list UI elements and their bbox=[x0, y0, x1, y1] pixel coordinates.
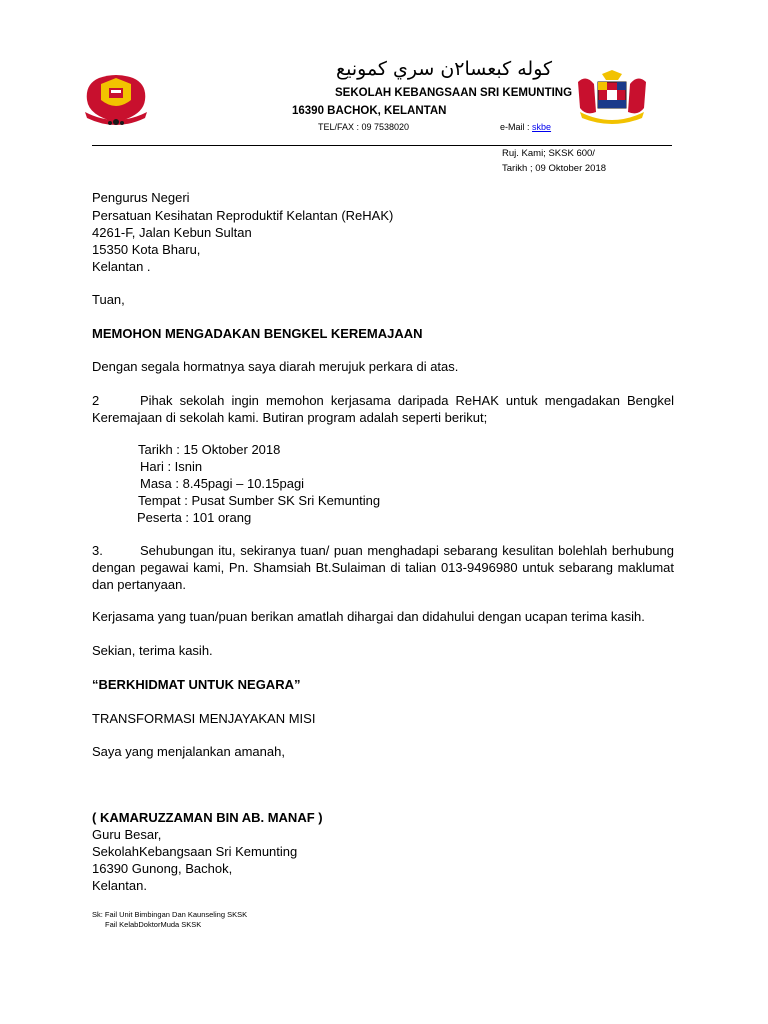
paragraph-3-text: Sehubungan itu, sekiranya tuan/ puan menghadapi sebarang kesulitan bolehlah berhubung dengan pegawai kami, Pn. Shamsiah Bt.Sulaiman di talian 013-9496980 untuk sebarang maklumat dan pertanyaan. bbox=[92, 543, 674, 592]
school-name: SEKOLAH KEBANGSAAN SRI KEMUNTING bbox=[335, 87, 573, 99]
signatory-address: 16390 Gunong, Bachok, bbox=[92, 861, 233, 876]
salutation: Tuan, bbox=[92, 292, 125, 307]
trust-statement: Saya yang menjalankan amanah, bbox=[92, 744, 285, 759]
opening-paragraph: Dengan segala hormatnya saya diarah merujuk perkara di atas. bbox=[92, 359, 459, 374]
cc-line-1: Sk: Fail Unit Bimbingan Dan Kaunseling SKSK bbox=[92, 910, 248, 919]
school-name-jawi: كوله كبعسا٢ن سري كمونيع bbox=[336, 58, 553, 80]
paragraph-3-number: 3. bbox=[92, 543, 103, 558]
paragraph-2-number: 2 bbox=[92, 393, 100, 408]
cc-line-2: Fail KelabDoktorMuda SKSK bbox=[105, 920, 202, 929]
email-label: e-Mail : bbox=[500, 122, 530, 132]
header-divider bbox=[92, 145, 672, 146]
recipient-line-3: 4261-F, Jalan Kebun Sultan bbox=[92, 225, 252, 240]
reference-number: Ruj. Kami; SKSK 600/ bbox=[502, 148, 595, 159]
school-email bbox=[500, 122, 551, 132]
signatory-state: Kelantan. bbox=[92, 878, 147, 893]
school-crest-icon bbox=[79, 70, 153, 132]
detail-tarikh: Tarikh : 15 Oktober 2018 bbox=[138, 442, 281, 457]
motto: “BERKHIDMAT UNTUK NEGARA” bbox=[92, 677, 301, 692]
signatory-title: Guru Besar, bbox=[92, 827, 162, 842]
signatory-name: ( KAMARUZZAMAN BIN AB. MANAF ) bbox=[92, 810, 323, 825]
signatory-school: SekolahKebangsaan Sri Kemunting bbox=[92, 844, 298, 859]
closing-line: Sekian, terima kasih. bbox=[92, 643, 213, 658]
malaysia-coat-of-arms-icon bbox=[572, 68, 652, 128]
recipient-line-5: Kelantan . bbox=[92, 259, 151, 274]
school-tel-fax: TEL/FAX : 09 7538020 bbox=[318, 122, 410, 132]
detail-tempat: Tempat : Pusat Sumber SK Sri Kemunting bbox=[138, 493, 381, 508]
recipient-line-2: Persatuan Kesihatan Reproduktif Kelantan (ReHAK) bbox=[92, 208, 394, 223]
vision-statement: TRANSFORMASI MENJAYAKAN MISI bbox=[92, 711, 316, 726]
paragraph-2 bbox=[92, 392, 674, 426]
detail-masa: Masa : 8.45pagi – 10.15pagi bbox=[140, 476, 305, 491]
paragraph-3 bbox=[92, 542, 674, 593]
email-link[interactable]: skbe bbox=[532, 122, 552, 132]
detail-hari: Hari : Isnin bbox=[140, 459, 203, 474]
thanks-paragraph: Kerjasama yang tuan/puan berikan amatlah dihargai dan didahului dengan ucapan terima kasih. bbox=[92, 609, 645, 624]
detail-peserta: Peserta : 101 orang bbox=[137, 510, 252, 525]
letter-date: Tarikh ; 09 Oktober 2018 bbox=[502, 163, 607, 174]
recipient-line-4: 15350 Kota Bharu, bbox=[92, 242, 201, 257]
school-address: 16390 BACHOK, KELANTAN bbox=[292, 105, 447, 117]
recipient-line-1: Pengurus Negeri bbox=[92, 190, 190, 205]
paragraph-2-text: Pihak sekolah ingin memohon kerjasama daripada ReHAK untuk mengadakan Bengkel Keremajaan di sekolah kami. Butiran program adalah seperti berikut; bbox=[92, 393, 674, 425]
letter-subject: MEMOHON MENGADAKAN BENGKEL KEREMAJAAN bbox=[92, 326, 423, 341]
